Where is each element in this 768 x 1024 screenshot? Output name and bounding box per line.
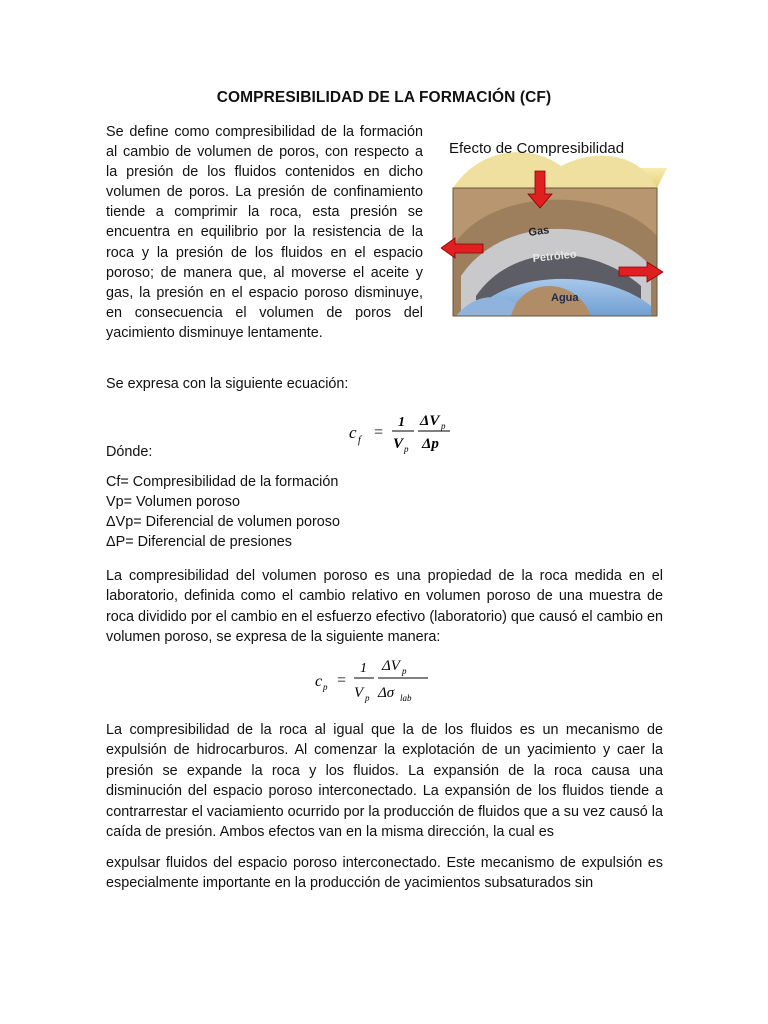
intro-paragraph: Se define como compresibilidad de la formación al cambio de volumen de poros, con respecto a la presión de los fluidos contenidos en dicho volumen de poros. La presión de confinamiento tiende a comprimir la roca, esta presión se encuentra en equilibrio por la resistencia de la roca y la presión de los fluidos en el espacio poroso; de manera que, al moverse el aceite y gas, la presión en el espacio poroso disminuye, en consecuencia el volumen de poros del yacimiento disminuye lentamente. — [106, 124, 423, 341]
eq2-dsig: Δσ — [378, 685, 395, 701]
eq2-equals: = — [336, 672, 347, 689]
eq1-V: V — [393, 436, 404, 452]
eq2-V-sub: p — [365, 693, 370, 703]
eq2-lhs-sub: p — [323, 682, 328, 692]
eq1-dV: ΔV — [420, 413, 440, 429]
rock-compressibility-paragraph: La compresibilidad de la roca al igual que la de los fluidos es un mecanismo de expulsión de hidrocarburos. Al comenzar la explotación de un yacimiento y caer la presión se expande la roca y los fluidos. La expansión de la roca causa una disminución del espacio poroso interconectado. La expansión de los fluidos tiende a contrarrestar el vaciamiento ocurrido por la producción de fluidos que a su vez causó la caída de presión. Ambos efectos van en la misma dirección, la cual es — [106, 722, 663, 841]
eq1-dp: Δp — [422, 436, 439, 452]
pore-volume-paragraph: La compresibilidad del volumen poroso es una propiedad de la roca medida en el laboratorio, definida como el cambio relativo en volumen poroso de una muestra de roca dividido por el cambio en el esfuerzo efectivo (laboratorio) que causó el cambio en volumen poroso, se expresa de la siguiente manera: — [106, 568, 663, 646]
definition-vp: Vp= Volumen poroso — [106, 494, 241, 510]
gas-label: Gas — [527, 224, 551, 239]
equation-cf — [346, 407, 486, 457]
eq1-one: 1 — [398, 415, 405, 430]
expulsion-paragraph: expulsar fluidos del espacio poroso interconectado. Este mecanismo de expulsión es especialmente importante en la producción de yacimientos subsaturados sin — [106, 855, 663, 892]
eq1-lhs-sub: f — [358, 435, 361, 446]
eq2-one: 1 — [360, 661, 367, 676]
definition-dp: ΔP= Diferencial de presiones — [106, 534, 292, 550]
page-title: COMPRESIBILIDAD DE LA FORMACIÓN (CF) — [216, 89, 552, 106]
water-label: Agua — [551, 292, 579, 304]
donde-label: Dónde: — [106, 444, 153, 460]
definition-cf: Cf= Compresibilidad de la formación — [106, 474, 339, 490]
eq1-dV-sub: p — [441, 421, 446, 431]
eq2-V: V — [354, 685, 364, 701]
eq1-lhs: c — [349, 423, 357, 442]
eq2-lhs: c — [315, 673, 323, 690]
eq2-dsig-sub: lab — [400, 693, 412, 703]
oil-label: Petróleo — [532, 248, 578, 265]
eq2-dV: ΔV — [382, 658, 400, 674]
definition-dvp: ΔVp= Diferencial de volumen poroso — [106, 514, 340, 530]
eq1-V-sub: p — [404, 444, 409, 454]
figure-caption: Efecto de Compresibilidad — [449, 140, 625, 157]
eq1-equals: = — [373, 424, 384, 441]
eq2-dV-sub: p — [402, 666, 407, 676]
expresa-text: Se expresa con la siguiente ecuación: — [106, 376, 349, 392]
compressibility-figure — [441, 126, 667, 331]
equation-cp — [312, 653, 462, 705]
